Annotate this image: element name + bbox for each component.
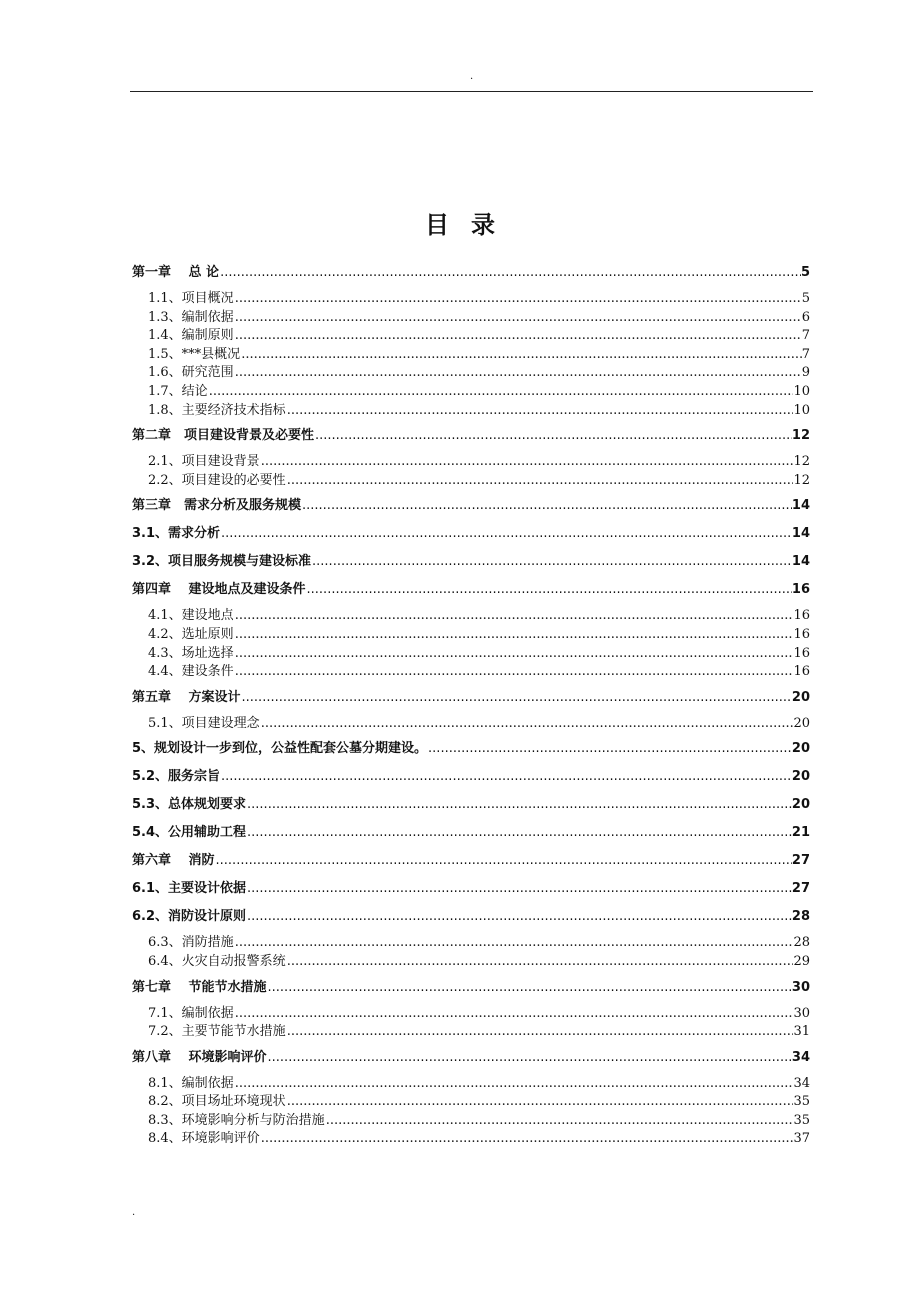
toc-entry-page: 9 xyxy=(801,365,810,381)
toc-entry-section[interactable] xyxy=(132,453,810,472)
toc-entry-section[interactable] xyxy=(132,1112,810,1131)
toc-entry-label: 5.1、项目建设理念 xyxy=(148,715,260,731)
toc-dot-leader xyxy=(267,1044,792,1072)
toc-entry-chapter[interactable] xyxy=(132,763,810,791)
toc-dot-leader xyxy=(220,763,792,791)
toc-entry-section[interactable] xyxy=(132,1023,810,1042)
toc-entry-label: 7.2、主要节能节水措施 xyxy=(148,1024,286,1040)
toc-dot-leader xyxy=(260,453,794,472)
toc-entry-label: 4.1、建设地点 xyxy=(148,608,234,624)
toc-dot-leader xyxy=(234,1075,794,1094)
toc-entry-page: 16 xyxy=(793,645,810,661)
toc-entry-label: 第八章 环境影响评价 xyxy=(132,1049,267,1065)
toc-dot-leader xyxy=(286,1023,794,1042)
toc-dot-leader xyxy=(427,735,792,763)
toc-entry-label: 第六章 消防 xyxy=(132,853,215,869)
toc-dot-leader xyxy=(208,383,794,402)
toc-entry-label: 1.5、***县概况 xyxy=(148,346,241,362)
toc-entry-label: 第五章 方案设计 xyxy=(132,689,241,705)
toc-entry-page: 16 xyxy=(793,664,810,680)
toc-entry-page: 16 xyxy=(791,582,810,598)
toc-entry-label: 5.4、公用辅助工程 xyxy=(132,825,247,841)
toc-dot-leader xyxy=(234,309,802,328)
toc-entry-section[interactable] xyxy=(132,1005,810,1024)
toc-entry-page: 20 xyxy=(791,689,810,705)
toc-entry-chapter[interactable] xyxy=(132,684,810,712)
toc-entry-page: 20 xyxy=(793,715,810,731)
toc-entry-section[interactable] xyxy=(132,309,810,328)
toc-entry-page: 20 xyxy=(791,797,810,813)
toc-entry-page: 21 xyxy=(791,825,810,841)
toc-entry-label: 1.7、结论 xyxy=(148,383,208,399)
toc-entry-section[interactable] xyxy=(132,626,810,645)
toc-entry-label: 6.1、主要设计依据 xyxy=(132,881,247,897)
toc-entry-chapter[interactable] xyxy=(132,576,810,604)
toc-dot-leader xyxy=(301,492,792,520)
toc-entry-label: 6.4、火灾自动报警系统 xyxy=(148,953,286,969)
toc-dot-leader xyxy=(215,847,792,875)
toc-entry-section[interactable] xyxy=(132,663,810,682)
toc-entry-page: 20 xyxy=(791,769,810,785)
toc-entry-page: 28 xyxy=(793,935,810,951)
toc-entry-label: 第四章 建设地点及建设条件 xyxy=(132,582,306,598)
toc-dot-leader xyxy=(286,472,794,491)
toc-entry-label: 1.1、项目概况 xyxy=(148,291,234,306)
toc-entry-section[interactable] xyxy=(132,402,810,421)
toc-dot-leader xyxy=(286,1093,794,1112)
toc-entry-page: 31 xyxy=(793,1024,810,1040)
toc-entry-page: 29 xyxy=(793,953,810,969)
toc-entry-page: 7 xyxy=(801,328,810,344)
toc-entry-page: 16 xyxy=(793,626,810,642)
toc-dot-leader xyxy=(267,974,792,1002)
toc-entry-label: 4.2、选址原则 xyxy=(148,626,234,642)
toc-entry-section[interactable] xyxy=(132,1075,810,1094)
toc-entry-chapter[interactable] xyxy=(132,974,810,1002)
toc-entry-chapter[interactable] xyxy=(132,422,810,450)
toc-entry-label: 第一章 总 论 xyxy=(132,265,220,280)
toc-dot-leader xyxy=(286,953,794,972)
toc-entry-page: 35 xyxy=(793,1112,810,1128)
toc-dot-leader xyxy=(234,327,802,346)
toc-entry-page: 12 xyxy=(791,428,810,444)
toc-entry-page: 5 xyxy=(801,291,810,306)
toc-entry-section[interactable] xyxy=(132,607,810,626)
toc-entry-page: 14 xyxy=(791,526,810,542)
toc-entry-page: 30 xyxy=(793,1005,810,1021)
toc-entry-page: 14 xyxy=(791,498,810,514)
toc-dot-leader xyxy=(260,1130,794,1149)
toc-entry-label: 6.3、消防措施 xyxy=(148,935,234,951)
header-rule xyxy=(130,91,813,92)
toc-entry-page: 10 xyxy=(793,402,810,418)
toc-entry-section[interactable] xyxy=(132,327,810,346)
header-mark: . xyxy=(470,71,474,82)
toc-entry-page: 5 xyxy=(800,265,810,280)
toc-entry-label: 第二章 项目建设背景及必要性 xyxy=(132,428,315,444)
toc-dot-leader xyxy=(234,607,794,626)
toc-entry-page: 37 xyxy=(793,1131,810,1147)
toc-entry-label: 8.2、项目场址环境现状 xyxy=(148,1094,286,1110)
toc-entry-page: 6 xyxy=(801,309,810,325)
toc-entry-section[interactable] xyxy=(132,953,810,972)
toc-entry-page: 34 xyxy=(793,1075,810,1091)
toc-entry-page: 7 xyxy=(801,346,810,362)
toc-entry-section[interactable] xyxy=(132,1093,810,1112)
toc-entry-label: 4.3、场址选择 xyxy=(148,645,234,661)
toc-entry-label: 2.1、项目建设背景 xyxy=(148,454,260,470)
toc-entry-page: 10 xyxy=(793,383,810,399)
toc-entry-page: 12 xyxy=(793,472,810,488)
toc-dot-leader xyxy=(234,934,794,953)
toc-entry-label: 5.3、总体规划要求 xyxy=(132,797,247,813)
toc-dot-leader xyxy=(219,259,801,287)
toc-entry-label: 5、规划设计一步到位，公益性配套公墓分期建设。 xyxy=(132,741,428,757)
toc-dot-leader xyxy=(234,626,794,645)
toc-entry-section[interactable] xyxy=(132,472,810,491)
toc-entry-label: 1.3、编制依据 xyxy=(148,309,234,325)
toc-entry-chapter[interactable] xyxy=(132,548,810,576)
toc-entry-chapter[interactable] xyxy=(132,791,810,819)
toc-entry-chapter[interactable] xyxy=(132,492,810,520)
toc-entry-chapter[interactable] xyxy=(132,735,810,763)
toc-entry-label: 第七章 节能节水措施 xyxy=(132,979,267,995)
toc-dot-leader xyxy=(260,715,794,734)
toc-entry-label: 7.1、编制依据 xyxy=(148,1005,234,1021)
toc-entry-page: 27 xyxy=(791,881,810,897)
toc-dot-leader xyxy=(246,875,792,903)
toc-entry-label: 8.3、环境影响分析与防治措施 xyxy=(148,1112,325,1128)
toc-dot-leader xyxy=(311,548,792,576)
toc-entry-label: 5.2、服务宗旨 xyxy=(132,769,221,785)
toc-entry-chapter[interactable] xyxy=(132,819,810,847)
toc-title: 目录 xyxy=(425,211,517,239)
toc-entry-chapter[interactable] xyxy=(132,847,810,875)
toc-entry-page: 12 xyxy=(793,454,810,470)
toc-dot-leader xyxy=(241,684,792,712)
toc-dot-leader xyxy=(246,791,792,819)
toc-entry-chapter[interactable] xyxy=(132,903,810,931)
toc-dot-leader xyxy=(240,346,802,365)
toc-entry-section[interactable] xyxy=(132,645,810,664)
toc-dot-leader xyxy=(234,364,802,383)
toc-entry-section[interactable] xyxy=(132,715,810,734)
toc-dot-leader xyxy=(220,520,792,548)
toc-entry-label: 1.8、主要经济技术指标 xyxy=(148,402,286,418)
toc-entry-section[interactable] xyxy=(132,346,810,365)
toc-entry-section[interactable] xyxy=(132,290,810,309)
toc-entry-page: 14 xyxy=(791,554,810,570)
toc-entry-chapter[interactable] xyxy=(132,1044,810,1072)
toc-entry-label: 1.4、编制原则 xyxy=(148,328,234,344)
toc-list xyxy=(132,259,810,1149)
toc-entry-page: 35 xyxy=(793,1094,810,1110)
toc-entry-page: 28 xyxy=(791,909,810,925)
toc-dot-leader xyxy=(234,645,794,664)
toc-entry-chapter[interactable] xyxy=(132,259,810,287)
toc-entry-section[interactable] xyxy=(132,383,810,402)
toc-entry-label: 8.4、环境影响评价 xyxy=(148,1131,260,1147)
toc-dot-leader xyxy=(286,402,794,421)
toc-dot-leader xyxy=(325,1112,794,1131)
toc-entry-section[interactable] xyxy=(132,934,810,953)
toc-entry-page: 27 xyxy=(791,853,810,869)
toc-entry-label: 3.1、需求分析 xyxy=(132,526,221,542)
toc-dot-leader xyxy=(234,1005,794,1024)
footer-mark: . xyxy=(132,1207,136,1218)
toc-entry-page: 34 xyxy=(791,1049,810,1065)
toc-entry-section[interactable] xyxy=(132,364,810,383)
toc-entry-label: 第三章 需求分析及服务规模 xyxy=(132,498,302,514)
toc-entry-chapter[interactable] xyxy=(132,520,810,548)
toc-entry-label: 1.6、研究范围 xyxy=(148,365,234,381)
toc-dot-leader xyxy=(314,422,792,450)
toc-entry-page: 16 xyxy=(793,608,810,624)
toc-dot-leader xyxy=(234,290,802,309)
toc-dot-leader xyxy=(234,663,794,682)
toc-entry-label: 4.4、建设条件 xyxy=(148,664,234,680)
toc-entry-label: 3.2、项目服务规模与建设标准 xyxy=(132,554,312,570)
toc-dot-leader xyxy=(306,576,792,604)
toc-dot-leader xyxy=(246,903,792,931)
toc-entry-page: 30 xyxy=(791,979,810,995)
toc-entry-chapter[interactable] xyxy=(132,875,810,903)
toc-dot-leader xyxy=(246,819,792,847)
toc-entry-label: 8.1、编制依据 xyxy=(148,1075,234,1091)
toc-entry-page: 20 xyxy=(791,741,810,757)
toc-entry-label: 2.2、项目建设的必要性 xyxy=(148,472,286,488)
toc-entry-section[interactable] xyxy=(132,1130,810,1149)
toc-entry-label: 6.2、消防设计原则 xyxy=(132,909,247,925)
